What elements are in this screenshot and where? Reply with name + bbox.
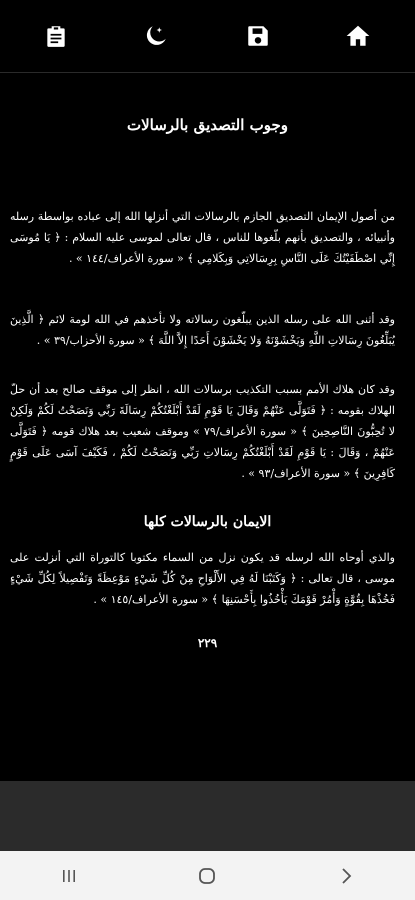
book-page	[0, 73, 415, 781]
recent-apps-icon[interactable]	[39, 856, 99, 896]
section-heading-2: الايمان بالرسالات كلها	[143, 514, 272, 530]
home-icon[interactable]	[341, 19, 375, 53]
clipboard-icon[interactable]	[39, 19, 73, 53]
page-number: ٢٢٩	[197, 636, 218, 650]
paragraph-1: من أصول الإيمان التصديق الجازم بالرسالات التي أنزلها الله إلى عباده بواسطة رسله وأنبيائه ، والتصديق بأنهم بلّغوها للناس ، قال تعالى لموسى عليه السلام : ﴿ يَا مُوسَى إِنِّي اصْطَفَيْتُكَ عَلَى النَّاسِ بِرِسَالاتِي وَبِكَلامِي ﴾ « سورة الأعراف/١٤٤ » .	[10, 210, 395, 265]
system-nav-bar	[0, 851, 415, 900]
back-icon[interactable]	[316, 856, 376, 896]
paragraph-4: والذي أوحاه الله لرسله قد يكون نزل من السماء مكتوبا كالتوراة التي أنزلت على موسى ، قال تعالى : ﴿ وَكَتَبْنَا لَهُ فِي الأَلْوَاحِ مِنْ كُلِّ شَيْءٍ مَوْعِظَةً وَتَفْصِيلاً لِكُلِّ شَيْءٍ فَخُذْهَا بِقُوَّةٍ وَأْمُرْ قَوْمَكَ يَأْخُذُوا بِأَحْسَنِهَا ﴾ « سورة الأعراف/١٤٥ » .	[10, 551, 395, 606]
section-heading: وجوب التصديق بالرسالات	[126, 116, 289, 134]
home-circle-icon[interactable]	[177, 856, 237, 896]
top-toolbar	[0, 0, 415, 73]
paragraph-2: وقد أثنى الله على رسله الذين يبلّغون رسالاته ولا تأخذهم في الله لومة لائم ﴿ الَّذِينَ يُبَلِّغُونَ رِسَالاتِ اللَّهِ وَيَخْشَوْنَهُ وَلا يَخْشَوْنَ أَحَدًا إِلاَّ اللَّهَ ﴾ « سورة الأحزاب/٣٩ » .	[10, 313, 395, 347]
reader-footer	[0, 781, 415, 851]
paragraph-3: وقد كان هلاك الأمم بسبب التكذيب برسالات الله ، انظر إلى موقف صالح بعد أن حلّ الهلاك بقومه : ﴿ فَتَوَلَّى عَنْهُمْ وَقَالَ يَا قَوْمِ لَقَدْ أَبْلَغْتُكُمْ رِسَالَةَ رَبِّي وَنَصَحْتُ لَكُمْ وَلَكِنْ لا تُحِبُّونَ النَّاصِحِينَ ﴾ « سورة الأعراف/٧٩ » وموقف شعيب بعد هلاك قومه ﴿ فَتَوَلَّى عَنْهُمْ ، وَقَالَ : يَا قَوْمِ لَقَدْ أَبْلَغْتُكُمْ رِسَالاتِ رَبِّي وَنَصَحْتُ لَكُمْ ، فَكَيْفَ آسَى عَلَى قَوْمٍ كَافِرِينَ ﴾ « سورة الأعراف/٩٣ » .	[10, 383, 395, 480]
night-mode-icon[interactable]	[139, 19, 173, 53]
save-icon[interactable]	[241, 19, 275, 53]
